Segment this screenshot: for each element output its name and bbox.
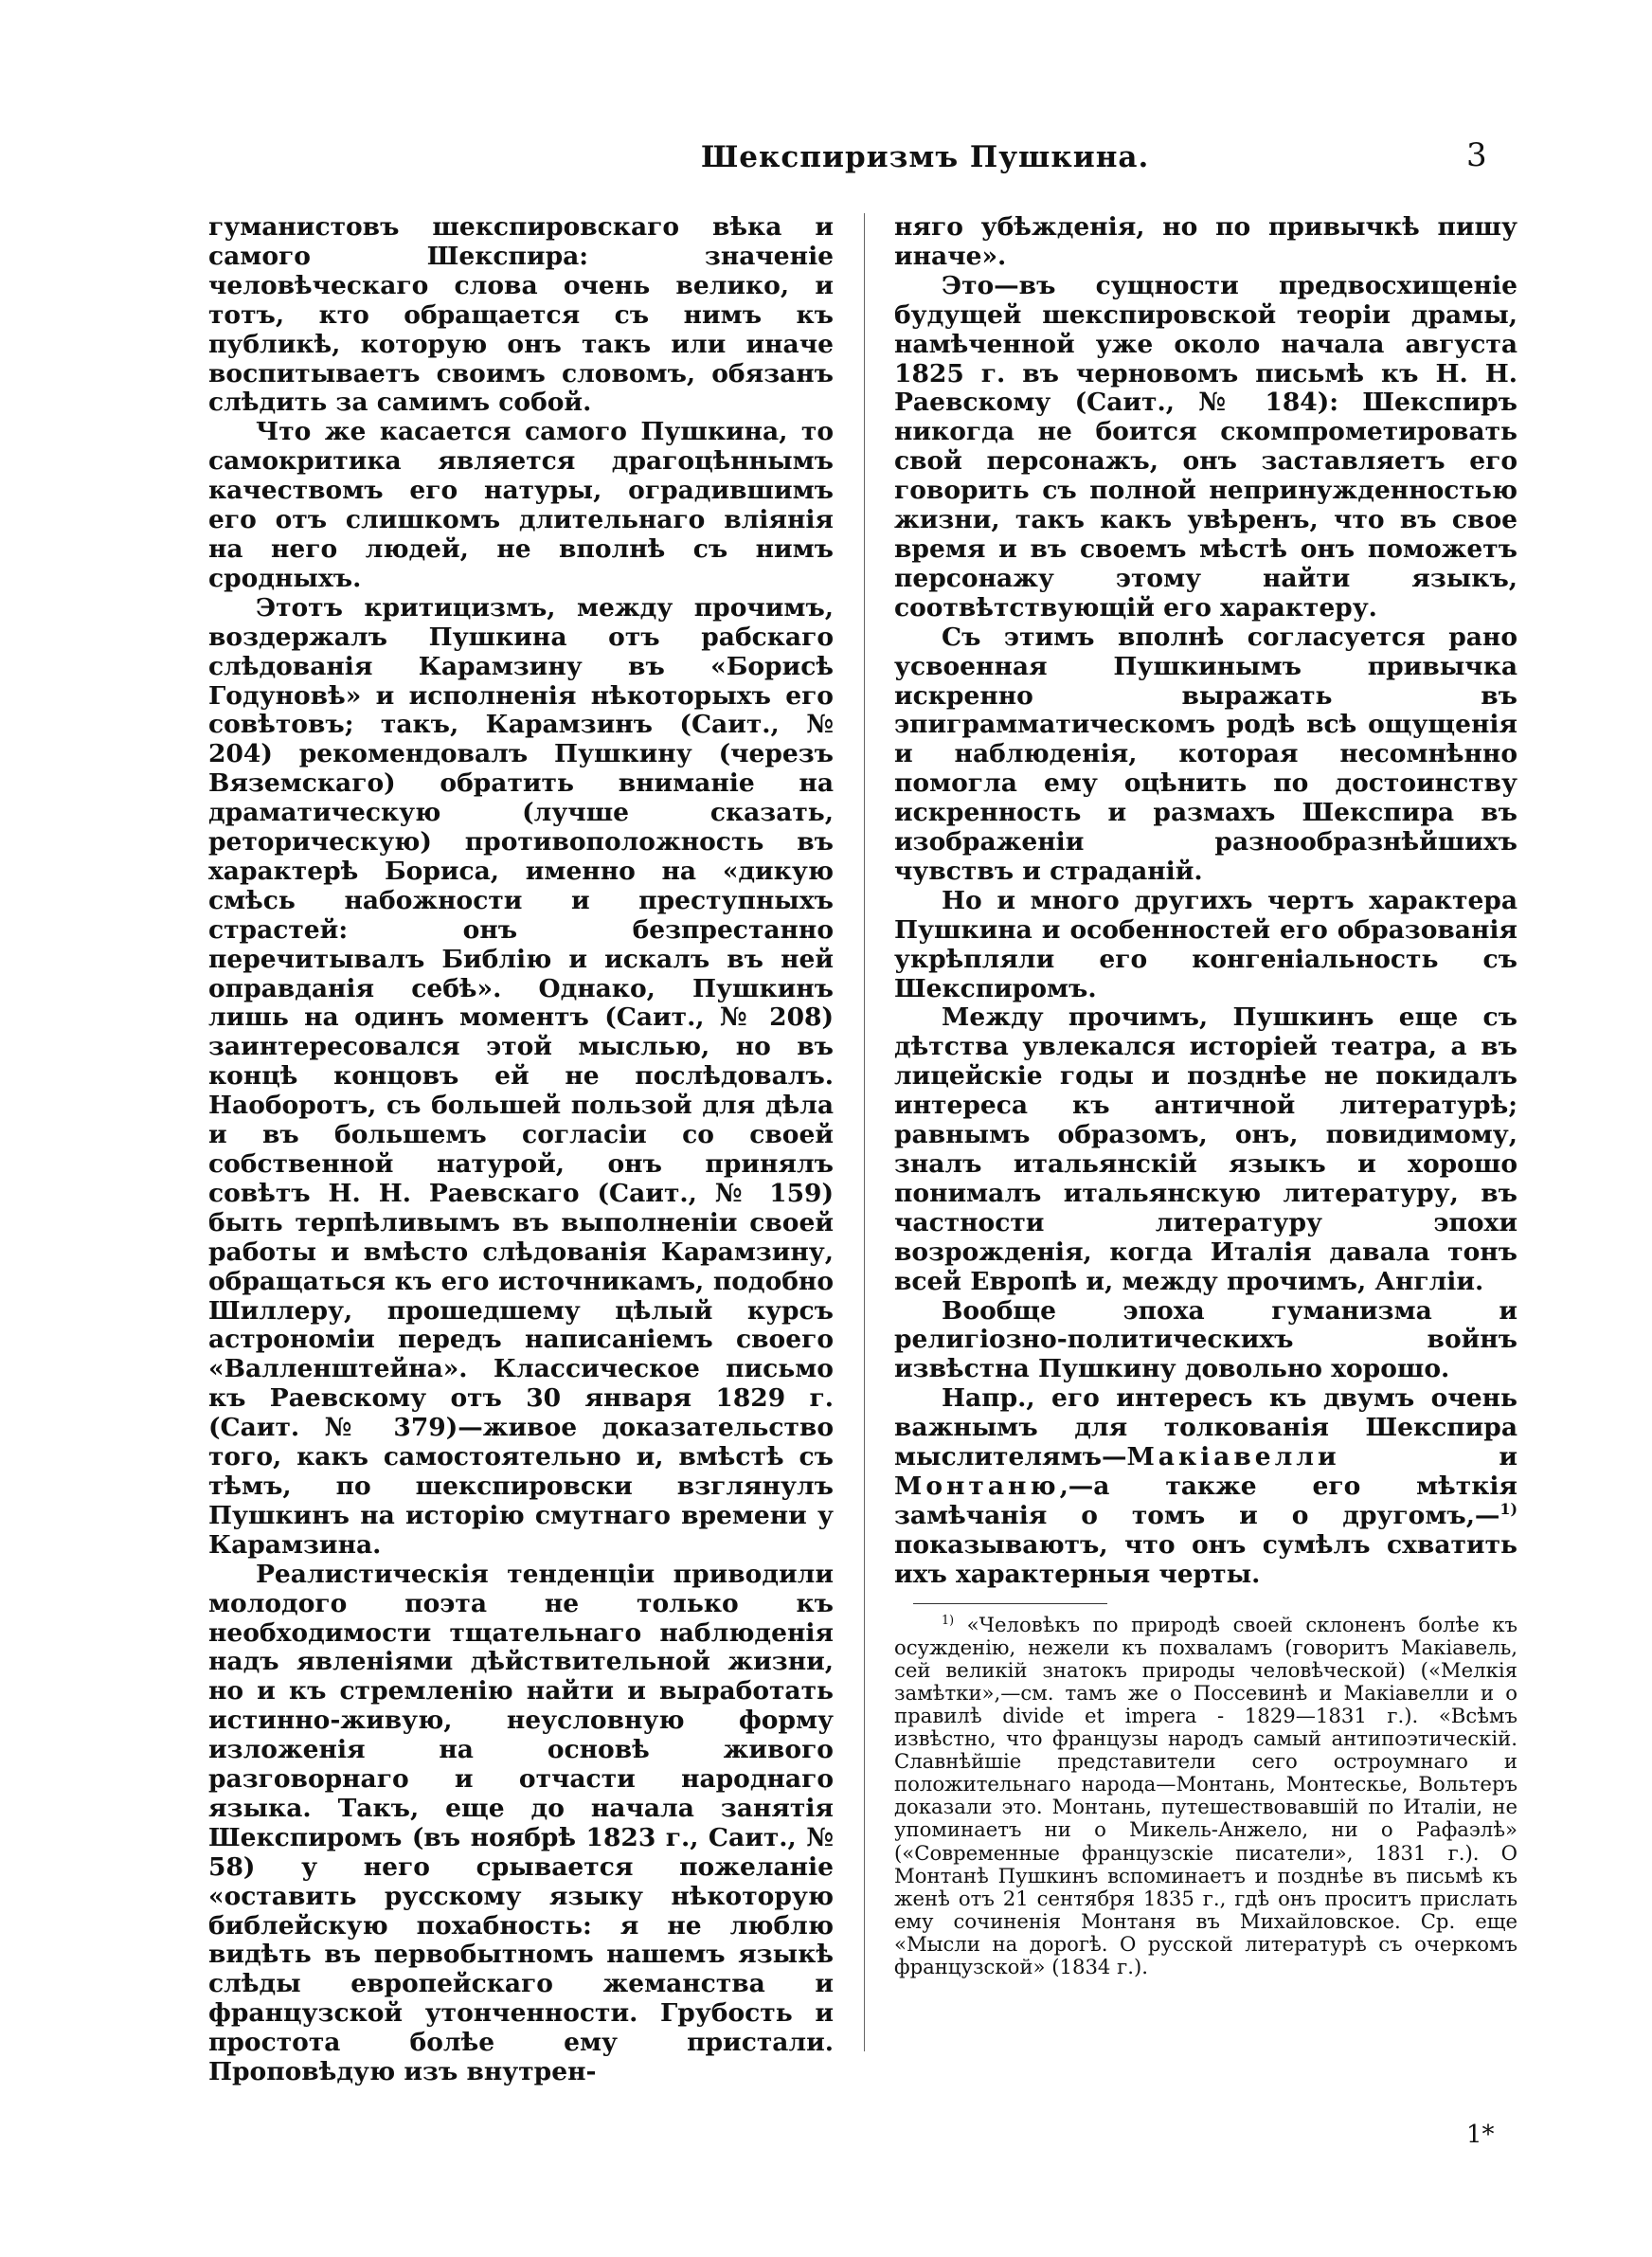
- page-number: 3: [1466, 136, 1487, 174]
- paragraph-text: ,—а также его мѣткія замѣчанія о томъ и о другомъ,—: [894, 1471, 1517, 1530]
- name-montaigne: Монтаню: [894, 1471, 1060, 1501]
- paragraph: Что же касается самого Пушкина, то самокритика является драгоцѣннымъ качествомъ его натуры, оградившимъ его отъ слишкомъ длительнаго вліянія на него людей, не вполнѣ съ нимъ сродныхъ.: [208, 417, 834, 593]
- column-divider: [864, 213, 865, 2051]
- paragraph: Съ этимъ вполнѣ согласуется рано усвоенная Пушкинымъ привычка искренно выражать въ эпиграмматическомъ родѣ всѣ ощущенія и наблюденія, которая несомнѣнно помогла ему оцѣнить по достоинству искренность и размахъ Шекспира въ изображеніи разнообразнѣйшихъ чувствъ и страданій.: [894, 622, 1517, 886]
- paragraph: Между прочимъ, Пушкинъ еще съ дѣтства увлекался исторіей театра, а въ лицейскіе годы и позднѣе не покидалъ интереса къ античной литературѣ; равнымъ образомъ, онъ, повидимому, зналъ итальянскій языкъ и хорошо понималъ итальянскую литературу, въ частности литературу эпохи возрожденія, когда Италія давала тонъ всей Европѣ и, между прочимъ, Англіи.: [894, 1002, 1517, 1296]
- right-column: [894, 213, 1517, 1978]
- footnote-marker: 1): [942, 1612, 955, 1627]
- paragraph: гуманистовъ шекспировскаго вѣка и самого Шекспира: значеніе человѣческаго слова очень велико, и тотъ, кто обращается съ нимъ къ публикѣ, которую онъ такъ или иначе воспитываетъ своимъ словомъ, обязанъ слѣдить за самимъ собой.: [208, 212, 834, 418]
- paragraph-text: Напр., его интересъ къ двумъ очень важнымъ для толкованія Шекспира мыслителямъ—: [894, 1383, 1517, 1472]
- paragraph: Реалистическія тенденціи приводили молодого поэта не только къ необходимости тщательнаго наблюденія надъ явленіями дѣйствительной жизни, но и къ стремленію найти и выработать истинно-живую, неусловную форму изложенія на основѣ живого разговорнаго и отчасти народнаго языка. Такъ, еще до начала занятія Шекспиромъ (въ ноябрѣ 1823 г., Саит., № 58) у него срывается пожеланіе «оставить русскому языку нѣкоторую библейскую похабность: я не люблю видѣть въ первобытномъ нашемъ языкѣ слѣды европейскаго жеманства и французской утонченности. Грубость и простота болѣе ему пристали. Проповѣдую изъ внутрен-: [208, 1559, 834, 2087]
- signature-mark: 1*: [1466, 2121, 1495, 2149]
- footnote: [894, 1614, 1517, 1979]
- paragraph-text: показываютъ, что онъ сумѣлъ схватить ихъ характерныя черты.: [894, 1529, 1517, 1589]
- paragraph-text: и: [1339, 1442, 1517, 1472]
- paragraph: Но и много другихъ чертъ характера Пушкина и особенностей его образованія укрѣпляли его конгеніальность съ Шекспиромъ.: [894, 885, 1517, 1003]
- paragraph: [894, 1384, 1517, 1589]
- paragraph: няго убѣжденія, но по привычкѣ пишу иначе».: [894, 212, 1517, 271]
- left-column: [208, 213, 834, 2087]
- paragraph: Это—въ сущности предвосхищеніе будущей шекспировской теоріи драмы, намѣченной уже около начала августа 1825 г. въ черновомъ письмѣ къ Н. Н. Раевскому (Саит., № 184): Шекспиръ никогда не боится скомпрометировать свой персонажъ, онъ заставляетъ его говорить съ полной непринужденностью жизни, такъ какъ увѣренъ, что въ свое время и въ своемъ мѣстѣ онъ поможетъ персонажу этому найти языкъ, соотвѣтствующій его характеру.: [894, 270, 1517, 623]
- footnote-text: «Человѣкъ по природѣ своей склоненъ болѣе къ осужденію, нежели къ похваламъ (говоритъ Макіавель, сей великій знатокъ природы человѣческой) («Мелкія замѣтки»,—см. тамъ же о Поссевинѣ и Макіавелли и о правилѣ divide et impera - 1829—1831 г.). «Всѣмъ извѣстно, что французы народъ самый антипоэтическій. Славнѣйшіе представители сего остроумнаго и положительнаго народа—Монтань, Монтескье, Вольтеръ доказали это. Монтань, путешествовавшій по Италіи, не упоминаетъ ни о Микель-Анжело, ни о Рафаэлѣ» («Современные французскіе писатели», 1831 г.). О Монтанѣ Пушкинъ вспоминаетъ и позднѣе въ письмѣ къ женѣ отъ 21 сентября 1835 г., гдѣ онъ проситъ прислать ему сочиненія Монтаня въ Михайловское. Ср. еще «Мысли на дорогѣ. О русской литературѣ съ очеркомъ французской» (1834 г.).: [894, 1612, 1517, 1978]
- paragraph: Этотъ критицизмъ, между прочимъ, воздержалъ Пушкина отъ рабскаго слѣдованія Карамзину въ «Борисѣ Годуновѣ» и исполненія нѣкоторыхъ его совѣтовъ; такъ, Карамзинъ (Саит., № 204) рекомендовалъ Пушкину (черезъ Вяземскаго) обратить вниманіе на драматическую (лучше сказать, реторическую) противоположность въ характерѣ Бориса, именно на «дикую смѣсь набожности и преступныхъ страстей: онъ безпрестанно перечитывалъ Библію и искалъ въ ней оправданія себѣ». Однако, Пушкинъ лишь на одинъ моментъ (Саит., № 208) заинтересовался этой мыслью, но въ концѣ концовъ ей не послѣдовалъ. Наоборотъ, съ большей пользой для дѣла и въ большемъ согласіи со своей собственной натурой, онъ принялъ совѣтъ Н. Н. Раевскаго (Саит., № 159) быть терпѣливымъ въ выполненіи своей работы и вмѣсто слѣдованія Карамзину, обращаться къ его источникамъ, подобно Шиллеру, прошедшему цѣлый курсъ астрономіи передъ написаніемъ своего «Валленштейна». Классическое письмо къ Раевскому отъ 30 января 1829 г. (Саит. № 379)—живое доказательство того, какъ самостоятельно и, вмѣстѣ съ тѣмъ, по шекспировски взглянулъ Пушкинъ на исторію смутнаго времени у Карамзина.: [208, 592, 834, 1560]
- footnote-reference: 1): [1499, 1500, 1517, 1519]
- running-title: Шекспиризмъ Пушкина.: [701, 140, 1150, 174]
- paragraph: Вообще эпоха гуманизма и религіозно-политическихъ войнъ извѣстна Пушкину довольно хорошо.: [894, 1295, 1517, 1384]
- name-machiavelli: Макіавелли: [1126, 1442, 1340, 1472]
- footnote-divider: [913, 1603, 1107, 1604]
